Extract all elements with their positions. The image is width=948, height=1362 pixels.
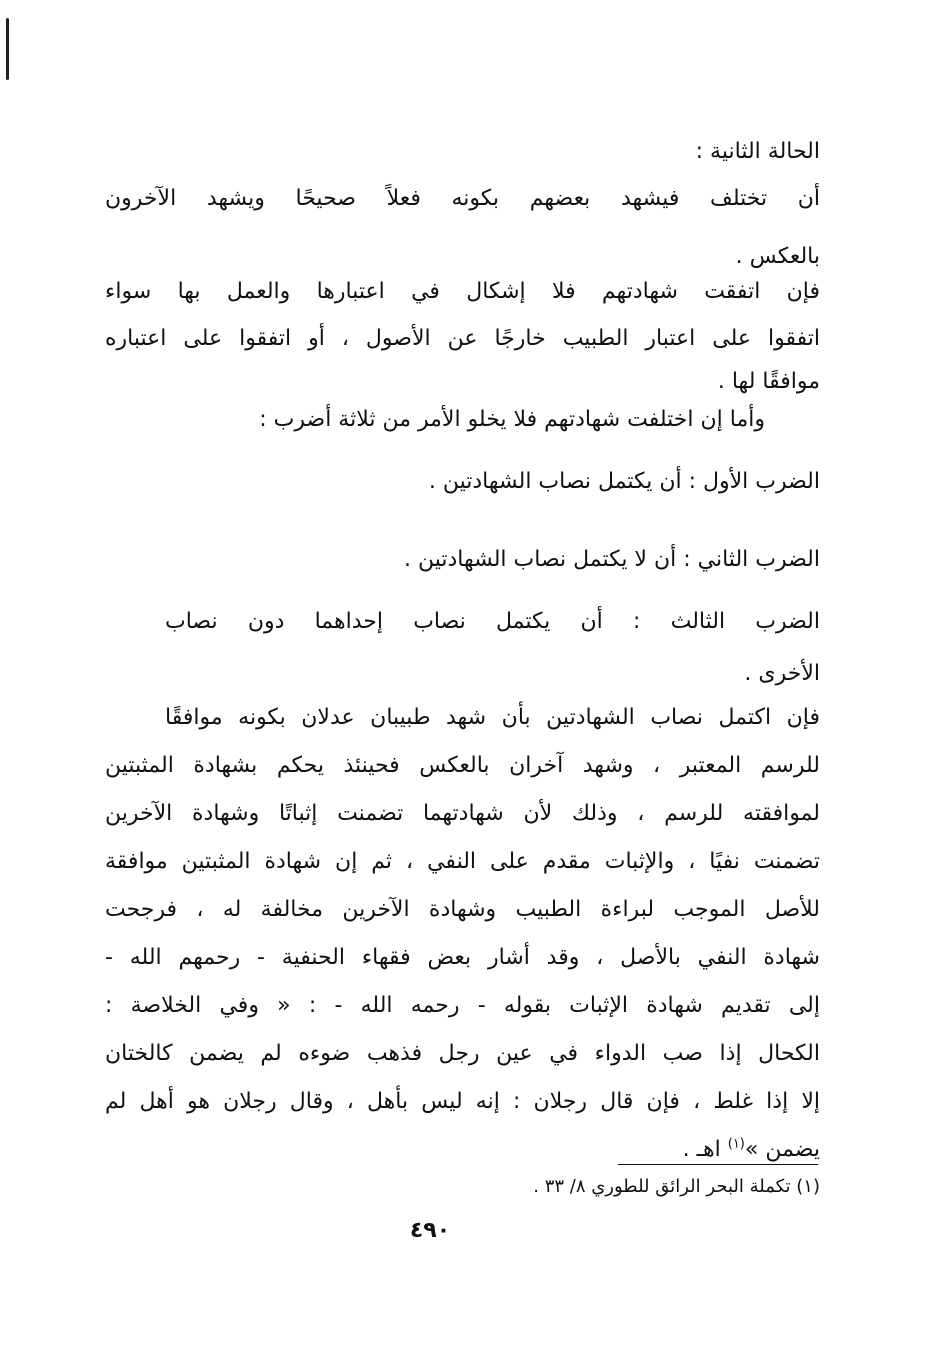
text-line: إلا إذا غلط ، فإن قال رجلان : إنه ليس بأهل ، وقال رجلان هو أهل لم [105,1089,820,1114]
text-line: الضرب الأول : أن يكتمل نصاب الشهادتين . [428,469,820,494]
text-line: شهادة النفي بالأصل ، وقد أشار بعض فقهاء الحنفية - رحمهم الله - [105,945,820,970]
text-line: إلى تقديم شهادة الإثبات بقوله - رحمه الله - : « وفي الخلاصة : [105,993,820,1018]
section-heading: الحالة الثانية : [695,139,820,164]
page-number: ٤٩٠ [409,1218,451,1243]
text-line: اتفقوا على اعتبار الطبيب خارجًا عن الأصول ، أو اتفقوا على اعتباره [105,326,820,351]
text-line: للأصل الموجب لبراءة الطبيب وشهادة الآخرين مخالفة له ، فرجحت [105,897,820,922]
text-line: فإن اكتمل نصاب الشهادتين بأن شهد طبيبان عدلان بكونه موافقًا [165,705,820,730]
abbrev-end: اهـ . [682,1137,721,1162]
quote-end: يضمن » [744,1137,820,1162]
text-line: الأخرى . [744,661,820,686]
text-line: الضرب الثالث : أن يكتمل نصاب إحداهما دون نصاب [165,609,820,634]
text-line: الكحال إذا صب الدواء في عين رجل فذهب ضوءه لم يضمن كالختان [105,1041,820,1066]
text-line: الضرب الثاني : أن لا يكتمل نصاب الشهادتين . [403,547,820,572]
text-line-last [683,1126,820,1174]
text-line: بالعكس . [735,244,820,269]
text-line: فإن اتفقت شهادتهم فلا إشكال في اعتبارها والعمل بها سواء [105,279,820,304]
page-edge-mark [6,18,9,80]
text-line: للرسم المعتبر ، وشهد آخران بالعكس فحينئذ يحكم بشهادة المثبتين [105,753,820,778]
text-line: وأما إن اختلفت شهادتهم فلا يخلو الأمر من ثلاثة أضرب : [259,407,765,432]
footnote-divider [618,1164,818,1165]
text-line: موافقًا لها . [717,369,820,394]
text-line: لموافقته للرسم ، وذلك لأن شهادتهما تضمنت إثباتًا وشهادة الآخرين [105,801,820,826]
text-line: تضمنت نفيًا ، والإثبات مقدم على النفي ، ثم إن شهادة المثبتين موافقة [105,849,820,874]
footnote-marker: (١) [727,1136,745,1152]
text-line: أن تختلف فيشهد بعضهم بكونه فعلاً صحيحًا ويشهد الآخرون [105,186,820,211]
footnote: (١) تكملة البحر الرائق للطوري ٨/ ٣٣ . [533,1176,820,1197]
